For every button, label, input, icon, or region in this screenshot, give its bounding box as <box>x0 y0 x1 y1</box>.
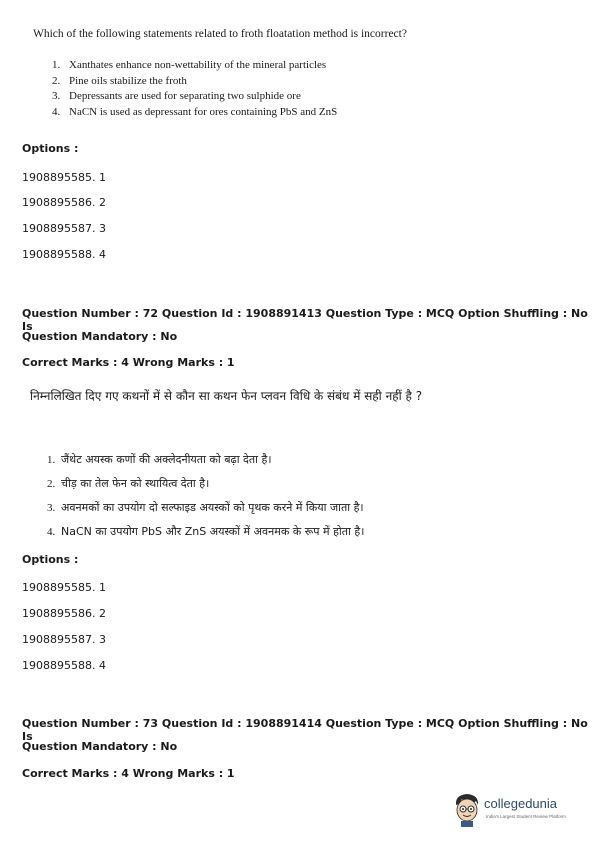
q71-option-3: 1908895587. 3 <box>22 222 106 235</box>
q73-meta-line2: Question Mandatory : No <box>22 740 178 753</box>
statement-item <box>47 448 364 472</box>
q71-option-2: 1908895586. 2 <box>22 196 106 209</box>
collegedunia-logo <box>452 791 582 831</box>
q71-options-label: Options : <box>22 142 79 155</box>
q71-statement-list <box>52 58 337 120</box>
statement-number: 3. <box>47 502 56 514</box>
q71-option-4: 1908895588. 4 <box>22 248 106 261</box>
statement-number: 1. <box>47 454 56 466</box>
q72-meta-line2: Question Mandatory : No <box>22 330 178 343</box>
q72-meta-line1: Question Number : 72 Question Id : 1908891413 Question Type : MCQ Option Shuffling : No Is <box>22 307 588 333</box>
q73-meta-line1: Question Number : 73 Question Id : 1908891414 Question Type : MCQ Option Shuffling : No Is <box>22 717 588 743</box>
statement-item <box>47 496 364 520</box>
statement-text: जैंथेट अयस्क कणों की अक्लेदनीयता को बढ़ा देता है। <box>61 453 272 466</box>
statement-number: 4. <box>52 105 61 118</box>
q73-marks: Correct Marks : 4 Wrong Marks : 1 <box>22 767 235 780</box>
q72-options-label: Options : <box>22 553 79 566</box>
mascot-icon <box>452 791 482 827</box>
statement-number: 2. <box>47 478 56 490</box>
statement-item <box>47 520 364 544</box>
q72-option-4: 1908895588. 4 <box>22 659 106 672</box>
statement-number: 2. <box>52 74 61 87</box>
q71-stem: Which of the following statements related to froth floatation method is incorrect? <box>33 28 407 40</box>
statement-text: Xanthates enhance non-wettability of the mineral particles <box>69 59 327 71</box>
q72-hindi-stem: निम्नलिखित दिए गए कथनों में से कौन सा कथन फेन प्लवन विधि के संबंध में सही नहीं है ? <box>30 389 423 403</box>
logo-name: collegedunia <box>484 796 558 811</box>
statement-item <box>52 74 337 90</box>
statement-text: NaCN is used as depressant for ores containing PbS and ZnS <box>69 105 338 118</box>
statement-item <box>47 472 364 496</box>
q72-hindi-statement-list <box>47 448 364 544</box>
statement-text: Depressants are used for separating two sulphide ore <box>69 90 301 102</box>
statement-item <box>52 58 337 74</box>
logo-tagline: India's Largest Student Review Platform <box>486 814 566 819</box>
q72-option-3: 1908895587. 3 <box>22 633 106 646</box>
statement-text: चीड़ का तेल फेन को स्थायित्व देता है। <box>61 477 210 490</box>
statement-item <box>52 105 337 121</box>
statement-item <box>52 89 337 105</box>
statement-number: 1. <box>52 59 61 71</box>
q72-option-2: 1908895586. 2 <box>22 607 106 620</box>
statement-text: NaCN का उपयोग PbS और ZnS अयस्कों में अवनमक के रूप में होता है। <box>61 525 365 538</box>
statement-number: 3. <box>52 90 61 102</box>
statement-text: अवनमकों का उपयोग दो सल्फाइड अयस्कों को पृथक करने में किया जाता है। <box>61 501 364 514</box>
statement-number: 4. <box>47 526 56 538</box>
q71-option-1: 1908895585. 1 <box>22 171 106 184</box>
q72-option-1: 1908895585. 1 <box>22 581 106 594</box>
statement-text: Pine oils stabilize the froth <box>69 74 187 87</box>
q72-marks: Correct Marks : 4 Wrong Marks : 1 <box>22 356 235 369</box>
